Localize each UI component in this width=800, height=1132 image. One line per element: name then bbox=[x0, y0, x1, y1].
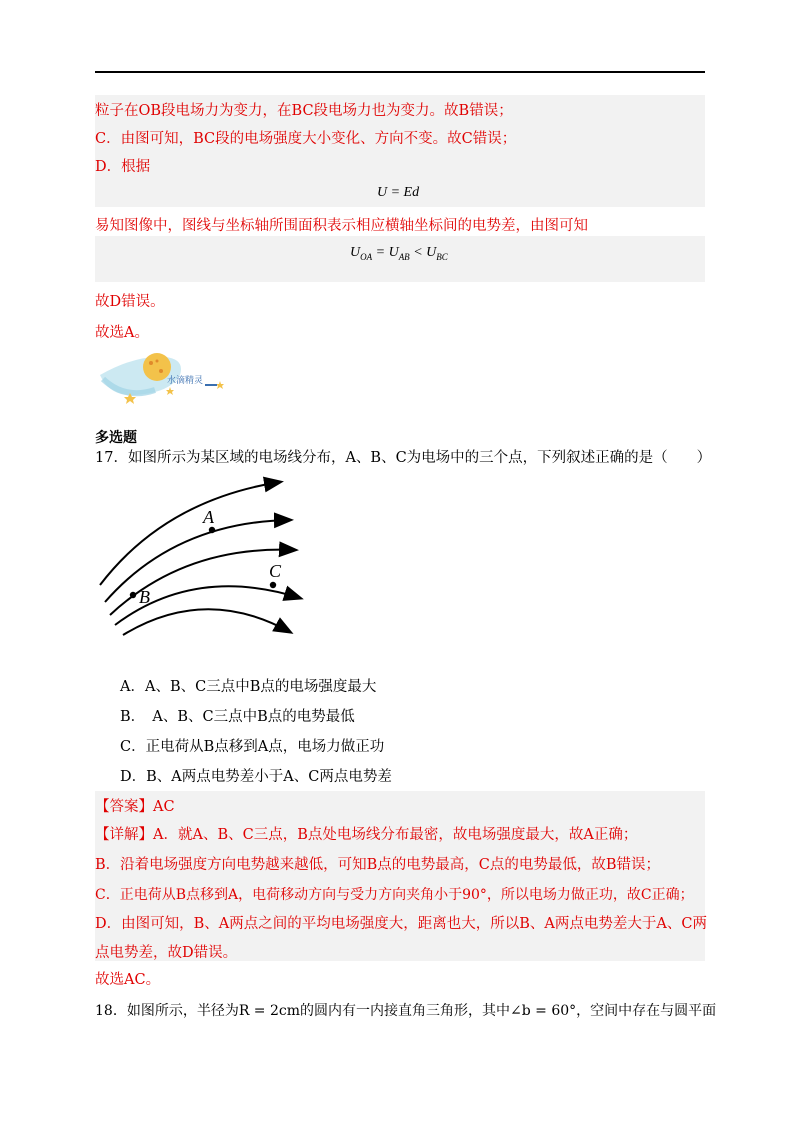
equation-u-ed: U = Ed bbox=[377, 185, 420, 200]
explain-line: 点电势差，故D错误。 bbox=[95, 945, 238, 961]
electric-field-figure bbox=[95, 470, 325, 645]
field-line bbox=[110, 550, 295, 615]
answer-line: 【答案】AC bbox=[95, 799, 175, 815]
question-18-stem: 18．如图所示，半径为R = 2cm的圆内有一内接直角三角形，其中∠b = 60°，空间中存在与圆平面 bbox=[95, 1003, 717, 1019]
comet-stamp-icon bbox=[95, 345, 245, 411]
solution-line: 易知图像中，图线与坐标轴所围面积表示相应横轴坐标间的电势差，由图可知 bbox=[95, 218, 588, 234]
section-heading: 多选题 bbox=[95, 430, 137, 446]
equation-potential-compare: $U_{OA} = U_{AB} < U_{BC}$ bbox=[350, 245, 448, 262]
question-17-stem: 17．如图所示为某区域的电场线分布，A、B、C为电场中的三个点，下列叙述正确的是（ ） bbox=[95, 450, 712, 466]
solution-line: 粒子在OB段电场力为变力，在BC段电场力也为变力。故B错误； bbox=[95, 103, 513, 119]
header-rule bbox=[95, 71, 705, 73]
answer-block bbox=[95, 791, 705, 961]
option-c: C．正电荷从B点移到A点，电场力做正功 bbox=[120, 739, 385, 755]
point-a-label: A bbox=[203, 507, 214, 527]
point-c-dot bbox=[270, 582, 276, 588]
explain-line: C．正电荷从B点移到A，电荷移动方向与受力方向夹角小于90°，所以电场力做正功，故C正确； bbox=[95, 887, 694, 903]
option-d: D．B、A两点电势差小于A、C两点电势差 bbox=[120, 769, 392, 785]
point-b-label: B bbox=[139, 587, 150, 607]
solution-line: C．由图可知，BC段的电场强度大小变化、方向不变。故C错误； bbox=[95, 131, 517, 147]
explain-line: B．沿着电场强度方向电势越来越低，可知B点的电势最高，C点的电势最低，故B错误； bbox=[95, 857, 661, 873]
field-line bbox=[123, 609, 290, 635]
stamp-label: 水滴精灵 bbox=[167, 376, 204, 386]
point-a-dot bbox=[209, 527, 215, 533]
option-b: B． A、B、C三点中B点的电势最低 bbox=[120, 709, 355, 725]
final-answer-line: 故选AC。 bbox=[95, 972, 161, 988]
field-line bbox=[100, 482, 280, 585]
point-c-label: C bbox=[269, 561, 282, 581]
explain-line: D．由图可知，B、A两点之间的平均电场强度大，距离也大，所以B、A两点电势差大于A、C两 bbox=[95, 916, 707, 932]
solution-line: 故选A。 bbox=[95, 325, 149, 341]
point-b-dot bbox=[130, 592, 136, 598]
explain-line: 【详解】A．就A、B、C三点，B点处电场线分布最密，故电场强度最大，故A正确； bbox=[95, 827, 638, 843]
solution-line: 故D错误。 bbox=[95, 294, 165, 310]
solution-line: D．根据 bbox=[95, 159, 151, 175]
option-a: A．A、B、C三点中B点的电场强度最大 bbox=[120, 679, 377, 695]
